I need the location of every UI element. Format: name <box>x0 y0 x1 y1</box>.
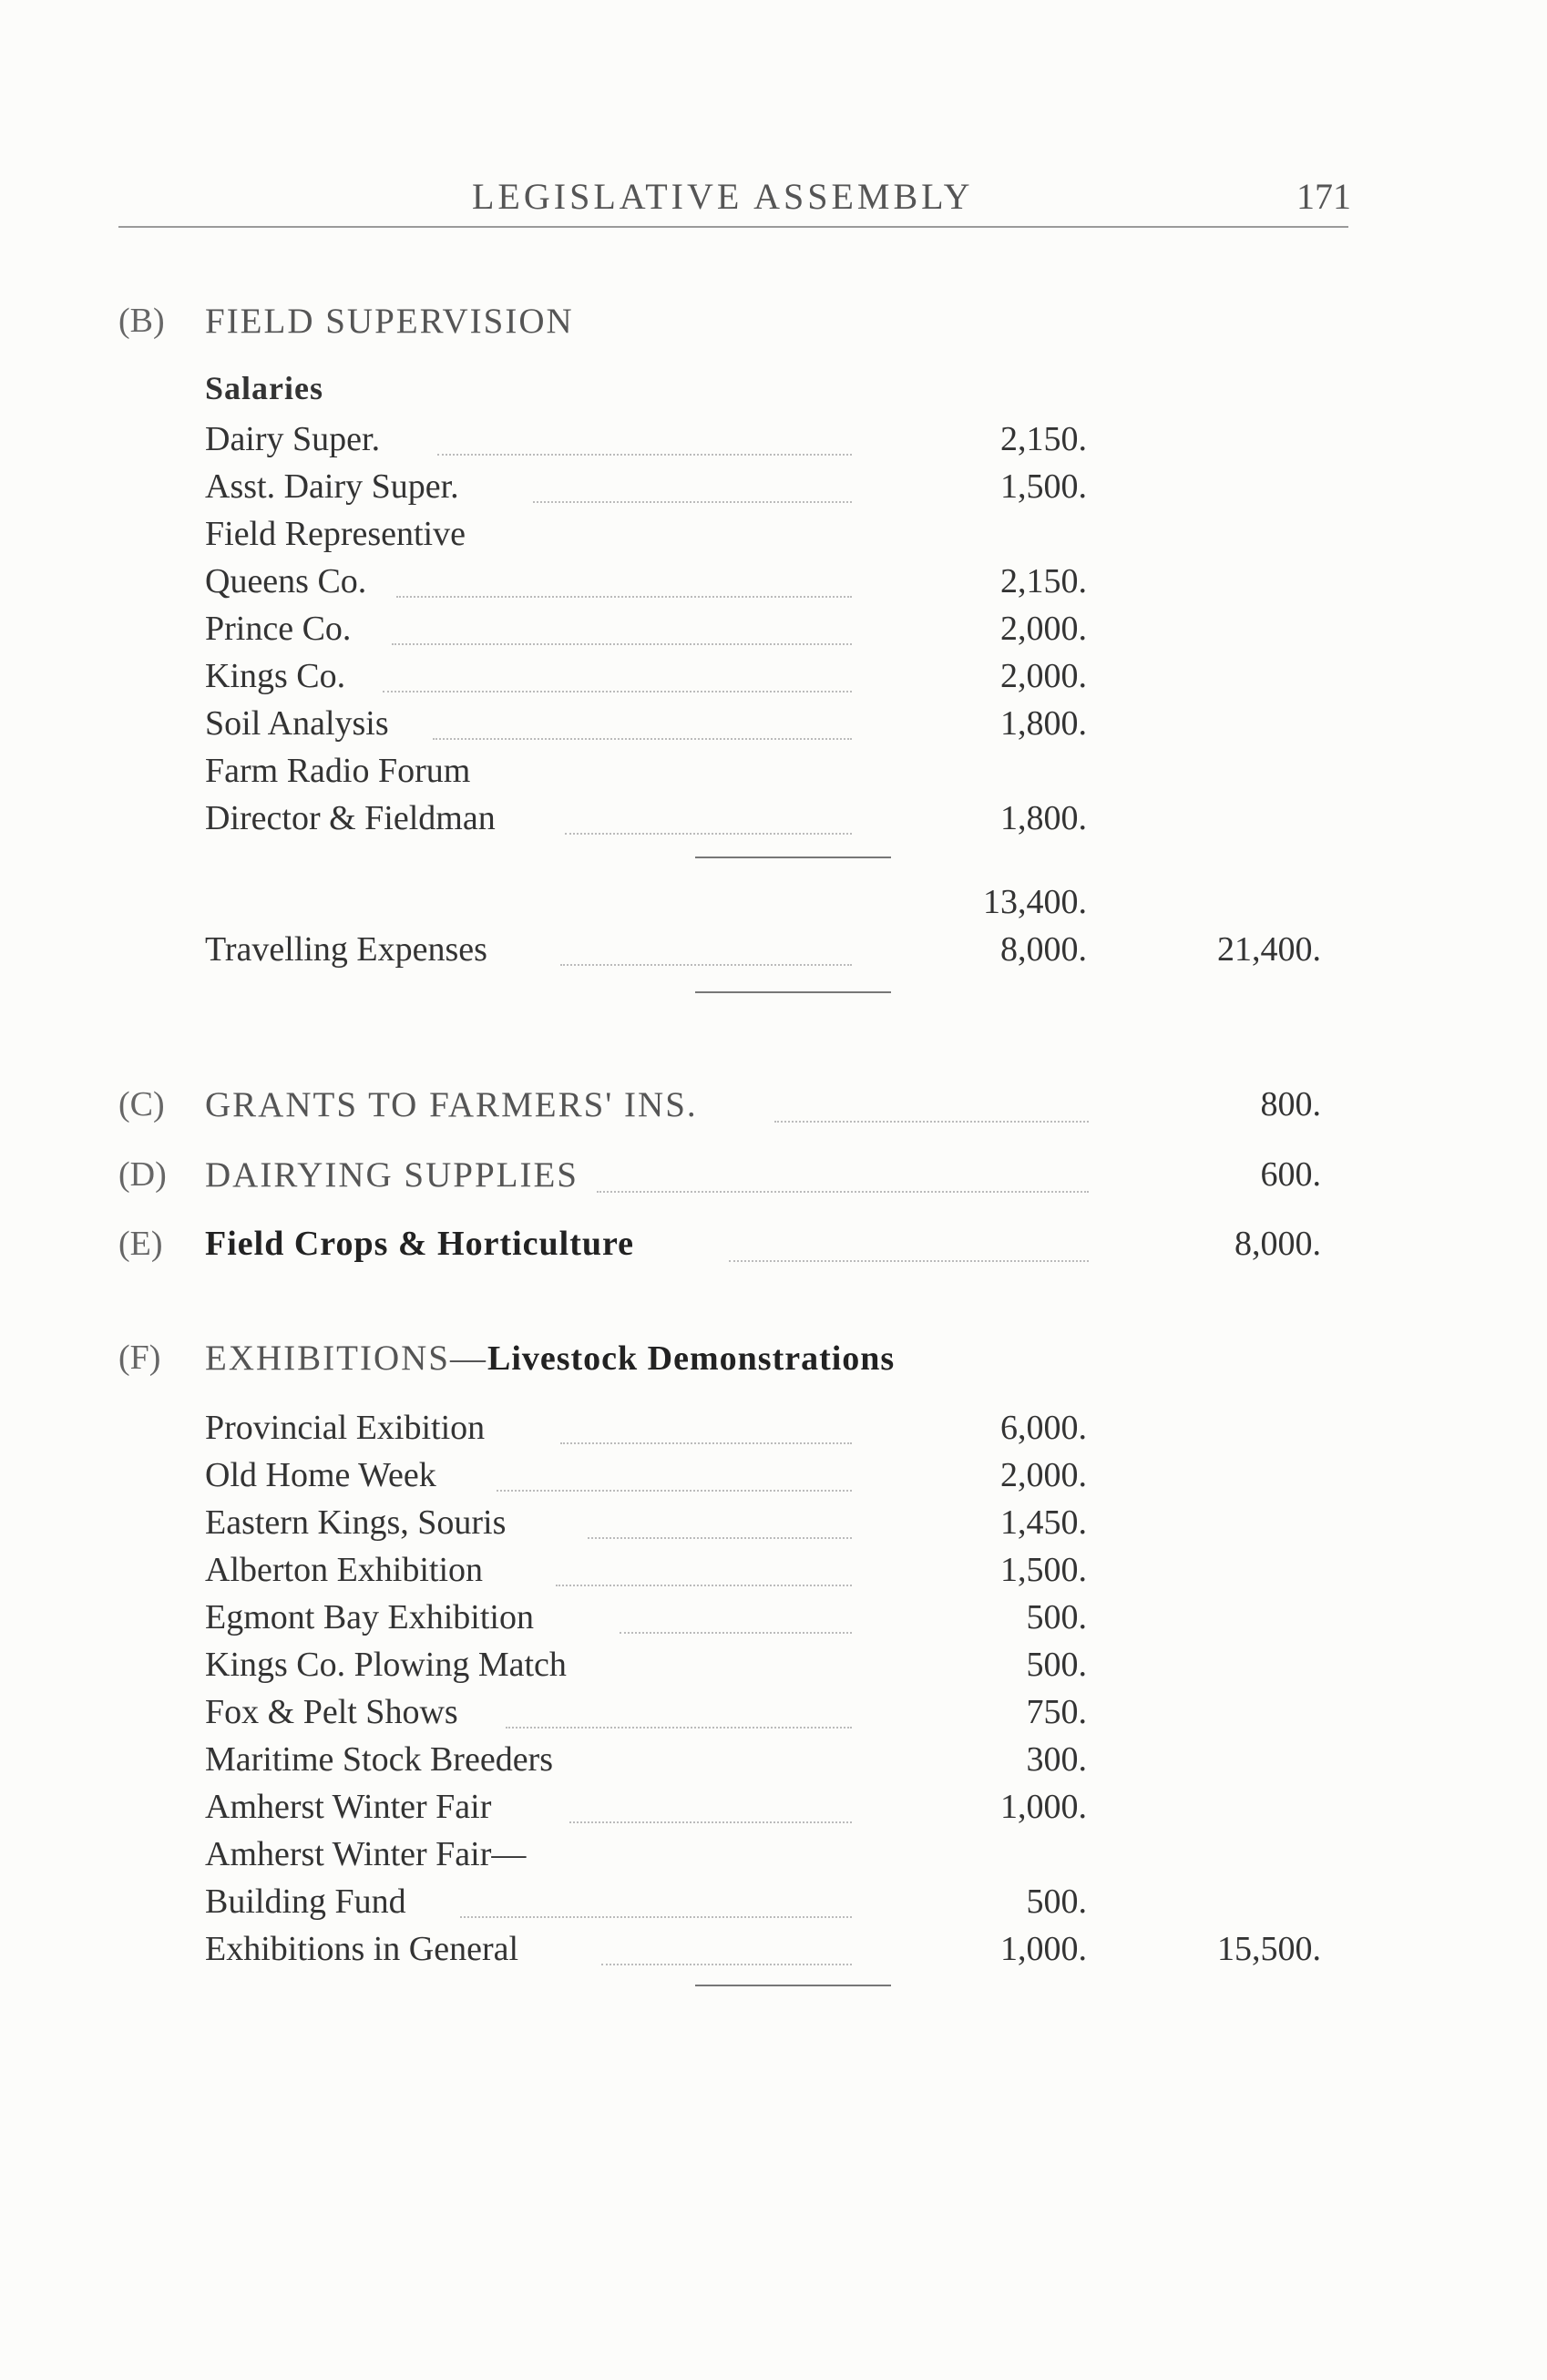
line-item-amount: 1,500. <box>1000 467 1087 506</box>
leader-dots <box>565 833 852 835</box>
line-item-label: Eastern Kings, Souris <box>205 1503 507 1542</box>
line-item <box>205 1550 1389 1597</box>
subtotal-amount: 13,400. <box>983 883 1087 921</box>
line-item-label: Kings Co. Plowing Match <box>205 1646 567 1684</box>
line-item-label: Director & Fieldman <box>205 799 496 837</box>
section-c-row <box>205 1084 1389 1132</box>
line-item <box>205 1597 1389 1645</box>
line-item-amount: 2,000. <box>1000 610 1087 648</box>
section-total: 21,400. <box>1217 930 1321 969</box>
section-e-total: 8,000. <box>1235 1225 1321 1263</box>
line-item-label: Provincial Exibition <box>205 1409 486 1447</box>
line-item <box>205 1787 1389 1834</box>
leader-dots <box>497 1490 852 1492</box>
line-item-amount: 500. <box>1026 1882 1087 1921</box>
section-f-heading <box>205 1338 895 1379</box>
total-rule <box>695 991 891 993</box>
line-item <box>205 419 1389 467</box>
line-item-label: Soil Analysis <box>205 704 389 743</box>
leader-dots <box>560 964 852 966</box>
line-item <box>205 1834 1389 1882</box>
line-item-label: Amherst Winter Fair— <box>205 1835 527 1873</box>
line-item-label: Old Home Week <box>205 1456 436 1494</box>
line-item <box>205 514 1389 561</box>
line-item-label: Travelling Expenses <box>205 930 487 969</box>
page-number: 171 <box>1296 176 1351 217</box>
line-item-amount: 2,000. <box>1000 1456 1087 1494</box>
line-item-amount: 1,500. <box>1000 1551 1087 1589</box>
section-d-title: DAIRYING SUPPLIES <box>205 1155 579 1195</box>
section-d-letter: (D) <box>118 1155 167 1194</box>
line-item-amount: 6,000. <box>1000 1409 1087 1447</box>
line-item-label: Egmont Bay Exhibition <box>205 1598 534 1636</box>
line-item <box>205 1882 1389 1929</box>
leader-dots <box>560 1442 852 1444</box>
line-item <box>205 1645 1389 1692</box>
line-item <box>205 751 1389 798</box>
subtotal-row <box>205 882 1389 929</box>
line-item <box>205 561 1389 609</box>
line-item-amount: 8,000. <box>1000 930 1087 969</box>
leader-dots <box>383 691 852 692</box>
line-item-label: Kings Co. <box>205 657 346 695</box>
leader-dots <box>601 1964 852 1965</box>
line-item-amount: 1,000. <box>1000 1930 1087 1968</box>
page-header-title: LEGISLATIVE ASSEMBLY <box>472 176 974 217</box>
section-b-letter: (B) <box>118 302 165 340</box>
line-item-label: Fox & Pelt Shows <box>205 1693 458 1731</box>
salaries-subheading: Salaries <box>205 370 323 406</box>
leader-dots <box>597 1191 1089 1193</box>
total-rule <box>695 1985 891 1986</box>
section-f-title-bold: Livestock Demonstrations <box>487 1339 896 1378</box>
leader-dots <box>396 596 852 598</box>
line-item <box>205 467 1389 514</box>
leader-dots <box>729 1260 1089 1262</box>
line-item-label: Building Fund <box>205 1882 406 1921</box>
leader-dots <box>588 1537 852 1539</box>
leader-dots <box>392 643 852 645</box>
line-item-amount: 1,800. <box>1000 704 1087 743</box>
line-item-amount: 2,150. <box>1000 562 1087 600</box>
section-total: 15,500. <box>1217 1930 1321 1968</box>
line-item-label: Maritime Stock Breeders <box>205 1740 554 1779</box>
line-item-amount: 500. <box>1026 1598 1087 1636</box>
line-item <box>205 1408 1389 1455</box>
section-f-letter: (F) <box>118 1339 161 1377</box>
section-b-title: FIELD SUPERVISION <box>205 302 574 341</box>
line-item-label: Field Representive <box>205 515 466 553</box>
line-item-label: Exhibitions in General <box>205 1930 519 1968</box>
line-item <box>205 656 1389 703</box>
section-e-title: Field Crops & Horticulture <box>205 1225 635 1263</box>
line-item <box>205 798 1389 846</box>
line-item-amount: 1,800. <box>1000 799 1087 837</box>
line-item-label: Alberton Exhibition <box>205 1551 484 1589</box>
leader-dots <box>433 738 852 740</box>
line-item-label: Asst. Dairy Super. <box>205 467 459 506</box>
section-c-letter: (C) <box>118 1085 165 1123</box>
section-c-title: GRANTS TO FARMERS' INS. <box>205 1085 698 1124</box>
line-item <box>205 703 1389 751</box>
section-d-row <box>205 1154 1389 1202</box>
leader-dots <box>460 1916 852 1918</box>
line-item-label: Dairy Super. <box>205 420 381 458</box>
line-item-label: Prince Co. <box>205 610 352 648</box>
leader-dots <box>437 454 852 456</box>
leader-dots <box>620 1632 852 1634</box>
line-item-label: Farm Radio Forum <box>205 752 471 790</box>
section-e-row <box>205 1224 1389 1271</box>
line-item <box>205 609 1389 656</box>
section-d-total: 600. <box>1260 1155 1321 1194</box>
line-item-amount: 1,000. <box>1000 1788 1087 1826</box>
section-e-letter: (E) <box>118 1225 163 1263</box>
line-item-amount: 2,150. <box>1000 420 1087 458</box>
line-item <box>205 929 1389 977</box>
leader-dots <box>556 1585 852 1586</box>
line-item-amount: 750. <box>1026 1693 1087 1731</box>
line-item-label: Amherst Winter Fair <box>205 1788 492 1826</box>
leader-dots <box>774 1121 1089 1123</box>
line-item <box>205 1929 1389 1976</box>
line-item <box>205 1455 1389 1503</box>
line-item-amount: 2,000. <box>1000 657 1087 695</box>
subtotal-rule <box>695 857 891 858</box>
leader-dots <box>569 1821 852 1823</box>
line-item-amount: 500. <box>1026 1646 1087 1684</box>
leader-dots <box>506 1727 852 1729</box>
line-item-label: Queens Co. <box>205 562 367 600</box>
section-c-total: 800. <box>1260 1085 1321 1123</box>
section-f-title-prefix: EXHIBITIONS— <box>205 1339 487 1378</box>
line-item <box>205 1503 1389 1550</box>
leader-dots <box>533 501 852 503</box>
line-item <box>205 1739 1389 1787</box>
line-item-amount: 300. <box>1026 1740 1087 1779</box>
line-item-amount: 1,450. <box>1000 1503 1087 1542</box>
line-item <box>205 1692 1389 1739</box>
header-rule <box>118 226 1348 228</box>
